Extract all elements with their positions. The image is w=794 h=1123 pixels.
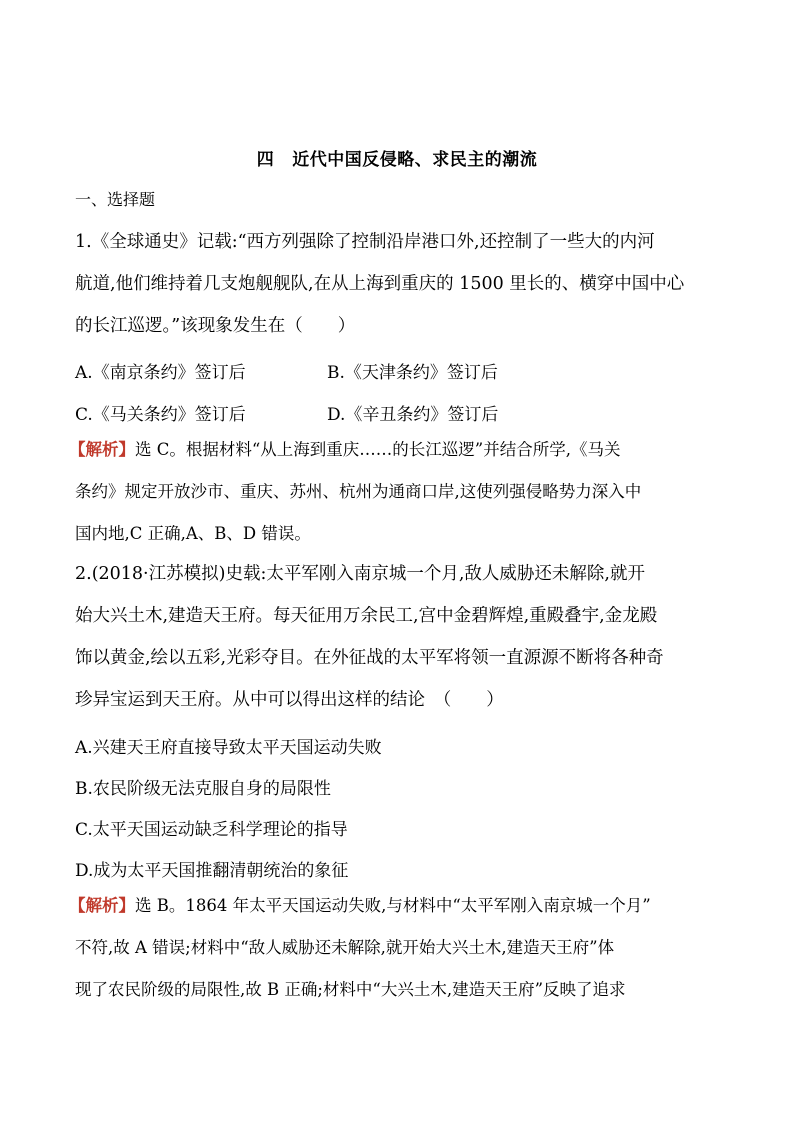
q1-analysis-line-2: 条约》规定开放沙市、重庆、苏州、杭州为通商口岸,这使列强侵略势力深入中 — [75, 482, 642, 501]
q1-stem-line-1: 1.《全球通史》记载:“西方列强除了控制沿岸港口外,还控制了一些大的内河 — [75, 232, 655, 252]
q2-option-b: B.农民阶级无法克服自身的局限性 — [75, 779, 331, 799]
chapter-title: 近代中国反侵略、求民主的潮流 — [292, 150, 538, 170]
q2-option-a: A.兴建天王府直接导致太平天国运动失败 — [75, 738, 382, 758]
q2-analysis-text-1: 选 B。1864 年太平天国运动失败,与材料中“太平军刚入南京城一个月” — [135, 896, 651, 915]
analysis-tag: 【解析】 — [69, 896, 135, 915]
q2-stem-line-3: 饰以黄金,绘以五彩,光彩夺目。在外征战的太平军将领一直源源不断将各种奇 — [75, 648, 664, 668]
analysis-tag: 【解析】 — [69, 440, 135, 459]
section-heading: 一、选择题 — [75, 190, 156, 209]
q1-stem-line-2: 航道,他们维持着几支炮舰舰队,在从上海到重庆的 1500 里长的、横穿中国中心 — [75, 274, 685, 294]
q2-option-c: C.太平天国运动缺乏科学理论的指导 — [75, 820, 348, 840]
q1-option-d: D.《辛丑条约》签订后 — [327, 405, 499, 425]
page-title — [0, 145, 794, 170]
q1-analysis-line-3: 国内地,C 正确,A、B、D 错误。 — [75, 524, 311, 543]
q2-stem-line-4: 珍异宝运到天王府。从中可以得出这样的结论 （ ） — [75, 690, 504, 710]
q2-option-d: D.成为太平天国推翻清朝统治的象征 — [75, 861, 349, 881]
q1-option-b: B.《天津条约》签订后 — [327, 363, 498, 383]
q2-stem-line-1: 2.(2018·江苏模拟)史载:太平军刚入南京城一个月,敌人威胁还未解除,就开 — [75, 564, 645, 584]
q1-analysis-text-1: 选 C。根据材料“从上海到重庆……的长江巡逻”并结合所学,《马关 — [135, 440, 621, 459]
q1-option-c: C.《马关条约》签订后 — [75, 405, 246, 425]
chapter-number: 四 — [256, 150, 275, 170]
q2-analysis-line-3: 现了农民阶级的局限性,故 B 正确;材料中“大兴土木,建造天王府”反映了追求 — [75, 980, 626, 999]
q2-stem-line-2: 始大兴土木,建造天王府。每天征用万余民工,宫中金碧辉煌,重殿叠宇,金龙殿 — [75, 606, 658, 626]
q2-analysis-line-1 — [69, 898, 719, 915]
q1-analysis-line-1 — [69, 442, 719, 459]
q2-analysis-line-2: 不符,故 A 错误;材料中“敌人威胁还未解除,就开始大兴土木,建造天王府”体 — [75, 938, 615, 957]
q1-stem-line-3: 的长江巡逻。”该现象发生在（ ） — [75, 316, 356, 336]
q1-option-a: A.《南京条约》签订后 — [75, 363, 246, 383]
